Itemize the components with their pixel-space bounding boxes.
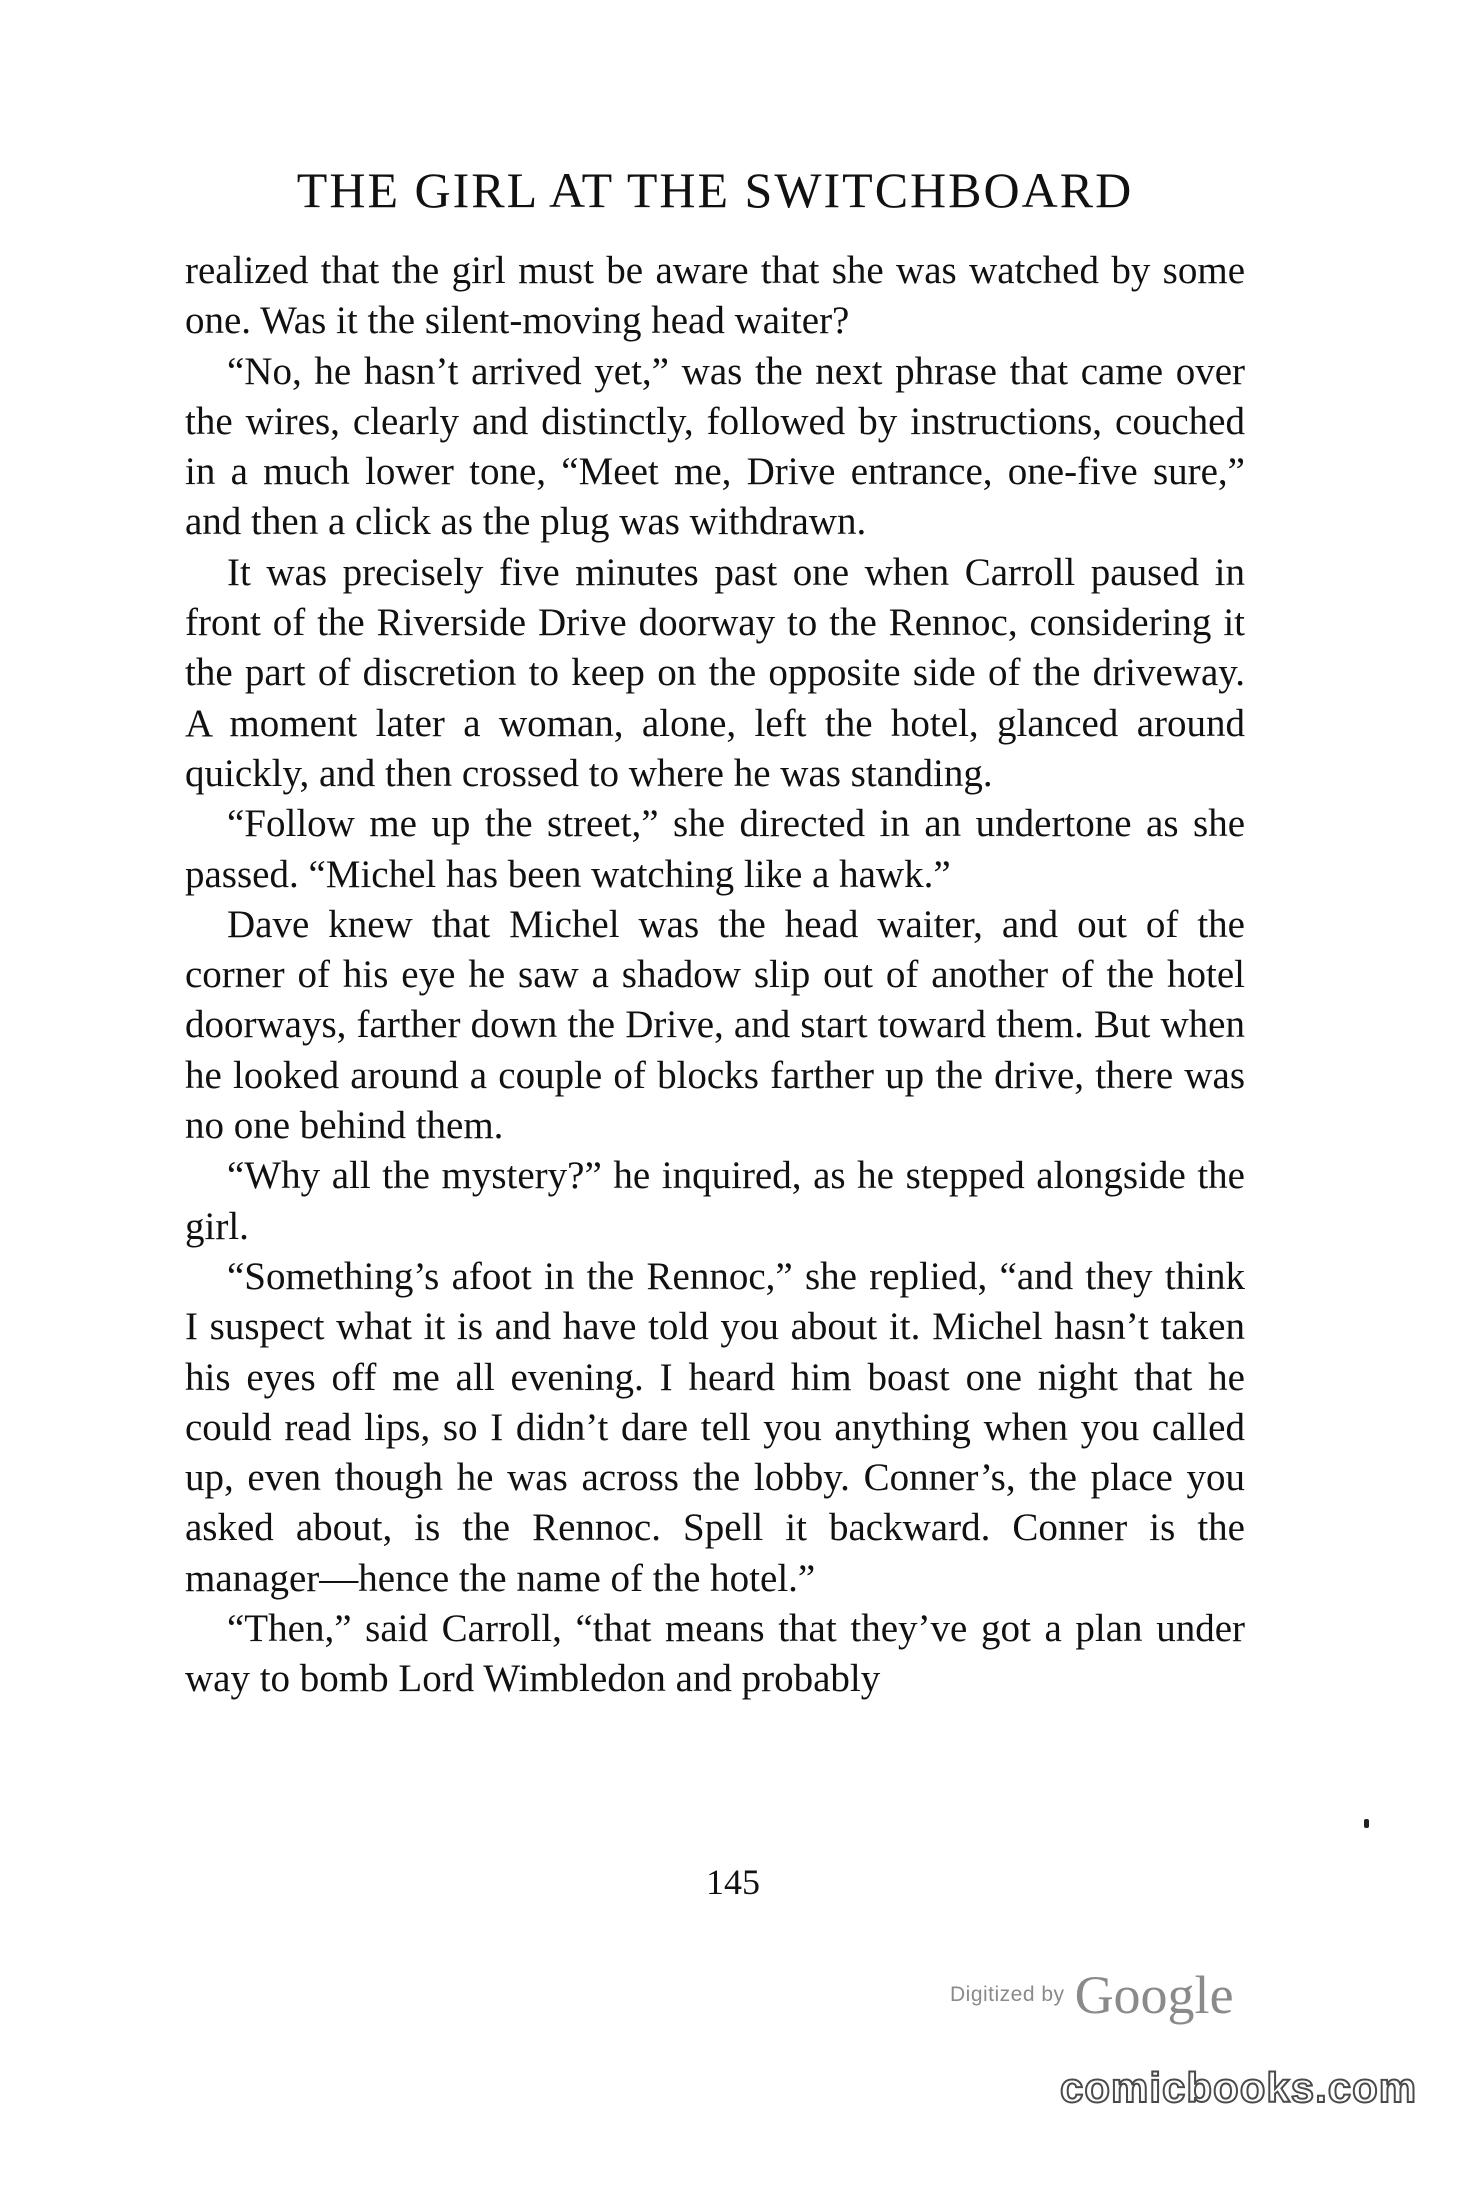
paragraph: “No, he hasn’t arrived yet,” was the next phrase that came over the wires, clearly and distinctly, followed by instructions, couched in a much lower tone, “Meet me, Drive entrance, one-five sure,” and then a click as the plug was withdrawn.: [185, 349, 1245, 544]
digitized-by-google-watermark: [950, 1964, 1234, 2026]
google-logo: Google: [1074, 1965, 1234, 2025]
paragraph: Dave knew that Michel was the head waiter, and out of the corner of his eye he saw a shadow slip out of another of the hotel doorways, farther down the Drive, and start toward them. But when he looked around a couple of blocks farther up the drive, there was no one behind them.: [185, 902, 1245, 1148]
paragraph: realized that the girl must be aware that she was watched by some one. Was it the silent-moving head waiter?: [185, 249, 1245, 343]
paragraph: It was precisely five minutes past one when Carroll paused in front of the Riverside Drive doorway to the Rennoc, considering it the part of discretion to keep on the opposite side of the driveway. A moment later a woman, alone, left the hotel, glanced around quickly, and then crossed to where he was standing.: [185, 550, 1245, 795]
ink-speck: [1364, 1819, 1369, 1828]
page-number: 145: [706, 1862, 760, 1902]
paragraph: “Follow me up the street,” she directed in an undertone as she passed. “Michel has been watching like a hawk.”: [185, 802, 1245, 896]
body-text: [185, 246, 1245, 1705]
paragraph: “Then,” said Carroll, “that means that they’ve got a plan under way to bomb Lord Wimbledon and probably: [185, 1607, 1245, 1701]
running-head: THE GIRL AT THE SWITCHBOARD: [296, 162, 1134, 218]
digitized-by-label: Digitized by: [950, 1983, 1065, 2006]
site-watermark: comicbooks.com: [1060, 2064, 1418, 2111]
paragraph: “Why all the mystery?” he inquired, as he stepped alongside the girl.: [185, 1154, 1245, 1248]
paragraph: “Something’s afoot in the Rennoc,” she replied, “and they think I suspect what it is and have told you about it. Michel hasn’t taken his eyes off me all evening. I heard him boast one night that he could read lips, so I didn’t dare tell you anything when you called up, even though he was across the lobby. Conner’s, the place you asked about, is the Rennoc. Spell it backward. Conner is the manager—hence the name of the hotel.”: [185, 1254, 1245, 1600]
